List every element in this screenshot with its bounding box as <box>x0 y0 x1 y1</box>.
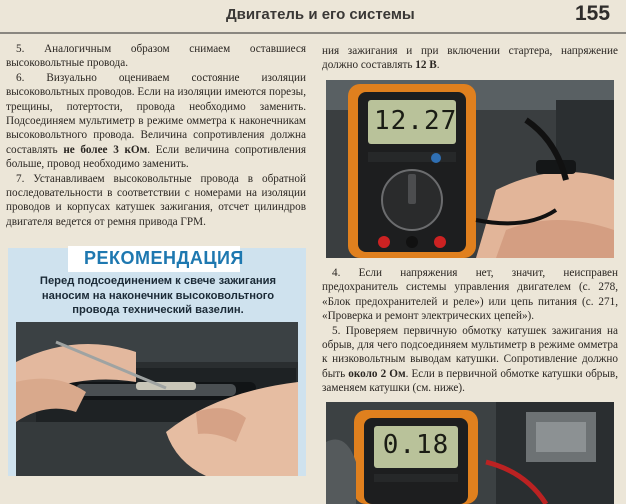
paragraph-5-text: 5. Проверяем первичную обмотку катушек зажигания на обрыв, для чего подсоединяем мультиметр в режиме омметра к низковольтным выводам катушки. Сопротивление должно быть <box>322 324 618 380</box>
recommendation-title: РЕКОМЕНДАЦИЯ <box>84 248 244 268</box>
recommendation-box <box>8 268 306 476</box>
right-column <box>322 44 618 73</box>
recommendation-block <box>8 244 306 476</box>
multimeter-image-top <box>326 80 614 258</box>
voltage-sentence: ния зажигания и при включении стартера, напряжение должно составлять <box>322 45 618 72</box>
paragraph-7: 7. Устанавливаем высоковольтные провода в обратной последовательности в соответствии с номерами на изоляции проводов и корпусах катушек зажигания, отсчет цилиндров двигателя ведется от ремня привода ГРМ. <box>6 172 306 228</box>
page-number: 155 <box>575 2 611 25</box>
primary-resistance-value: около 2 Ом <box>348 367 406 380</box>
voltage-end: . <box>436 59 440 72</box>
paragraph-4: 4. Если напряжения нет, значит, неисправен предохранитель системы управления двигателем (с. 278, «Блок предохранителей и реле») или цепь питания (с. 271, «Проверка и ремонт электрических цепей»). <box>322 267 618 323</box>
engine-photo-image <box>16 322 298 476</box>
multimeter-photo-bottom <box>326 402 614 504</box>
right-column-middle <box>322 266 618 396</box>
page-header <box>0 0 626 34</box>
multimeter-photo-top <box>326 80 614 258</box>
vaseline-photo <box>16 322 298 476</box>
paragraph-6-end: . Если величина сопротивления больше, провод необходимо заменить. <box>6 143 307 171</box>
paragraph-5: 5. Аналогичным образом снимаем оставшиеся высоковольтные провода. <box>6 43 306 70</box>
paragraph-6 <box>6 71 306 172</box>
lcd-readout-bottom: 0.18 <box>382 430 450 460</box>
paragraph-5-end: . Если в первичной обмотке катушки обрыв, заменяем катушки (см. ниже). <box>322 367 618 395</box>
paragraph-6-text: 6. Визуально оцениваем состояние изоляции высоковольтных проводов. Если на изоляции имеются порезы, трещины, потертости, провода необходимо заменить. Подсоединяем мультиметр в режиме омметра к наконечникам высоковольтного провода. Величина сопротивления должна составлять <box>6 71 306 156</box>
left-column <box>6 42 306 229</box>
section-title: Двигатель и его системы <box>226 6 415 23</box>
resistance-value: не более 3 кОм <box>63 143 148 156</box>
multimeter-image-bottom <box>326 402 614 504</box>
lcd-readout-top: 12.27 <box>374 106 458 136</box>
paragraph-5-right <box>322 324 618 396</box>
voltage-value: 12 В <box>415 59 437 72</box>
recommendation-banner <box>8 244 306 274</box>
recommendation-text: Перед подсоединением к свече зажигания наносим на наконечник высоковольтного провода технический вазелин. <box>39 275 277 317</box>
right-top-text <box>322 44 618 73</box>
